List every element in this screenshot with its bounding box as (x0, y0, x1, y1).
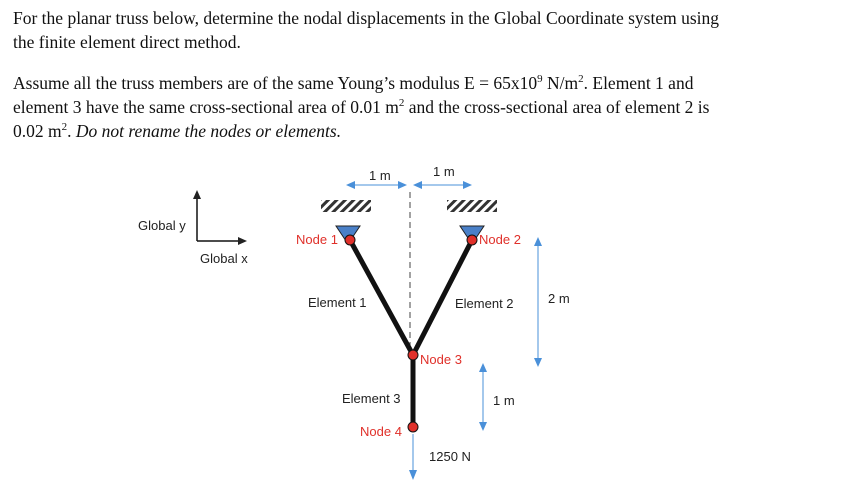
element-2-label: Element 2 (455, 296, 514, 311)
global-axes (138, 190, 248, 266)
dim-2m-label: 2 m (548, 291, 570, 306)
problem-line: element 3 have the same cross-sectional area of 0.01 $m^2$ and the cross-sectional area of element 2 is (13, 97, 710, 117)
element-3-label: Element 3 (342, 391, 401, 406)
node-1-label: Node 1 (296, 232, 338, 247)
dim-left-label: 1 m (369, 168, 391, 183)
dim-1m-label: 1 m (493, 393, 515, 408)
node-3-marker (408, 350, 418, 360)
node-4-marker (408, 422, 418, 432)
problem-line: the finite element direct method. (13, 32, 241, 52)
global-x-label: Global x (200, 251, 248, 266)
dim-right-label: 1 m (433, 164, 455, 179)
node-3-label: Node 3 (420, 352, 462, 367)
node-2-marker (467, 235, 477, 245)
problem-line: For the planar truss below, determine the nodal displacements in the Global Coordinate system using (13, 8, 720, 28)
problem-line: 0.02 $m^2$. Do not rename the nodes or elements. (13, 121, 342, 141)
node-4-label: Node 4 (360, 424, 402, 439)
element-1-label: Element 1 (308, 295, 367, 310)
problem-line: Assume all the truss members are of the same Young’s modulus $E = 65x10^9$ $N/m^2$. Element 1 and (13, 73, 694, 93)
support-hatch-left (321, 200, 371, 212)
dimension-height-bottom (479, 363, 515, 431)
node-2-label: Node 2 (479, 232, 521, 247)
node-1-marker (345, 235, 355, 245)
dimension-right-width (413, 164, 472, 189)
load-arrow (409, 434, 471, 480)
dimension-left-width (346, 168, 407, 189)
load-label: 1250 N (429, 449, 471, 464)
support-hatch-right (447, 200, 497, 212)
dimension-height-top (534, 237, 570, 367)
global-y-label: Global y (138, 218, 186, 233)
